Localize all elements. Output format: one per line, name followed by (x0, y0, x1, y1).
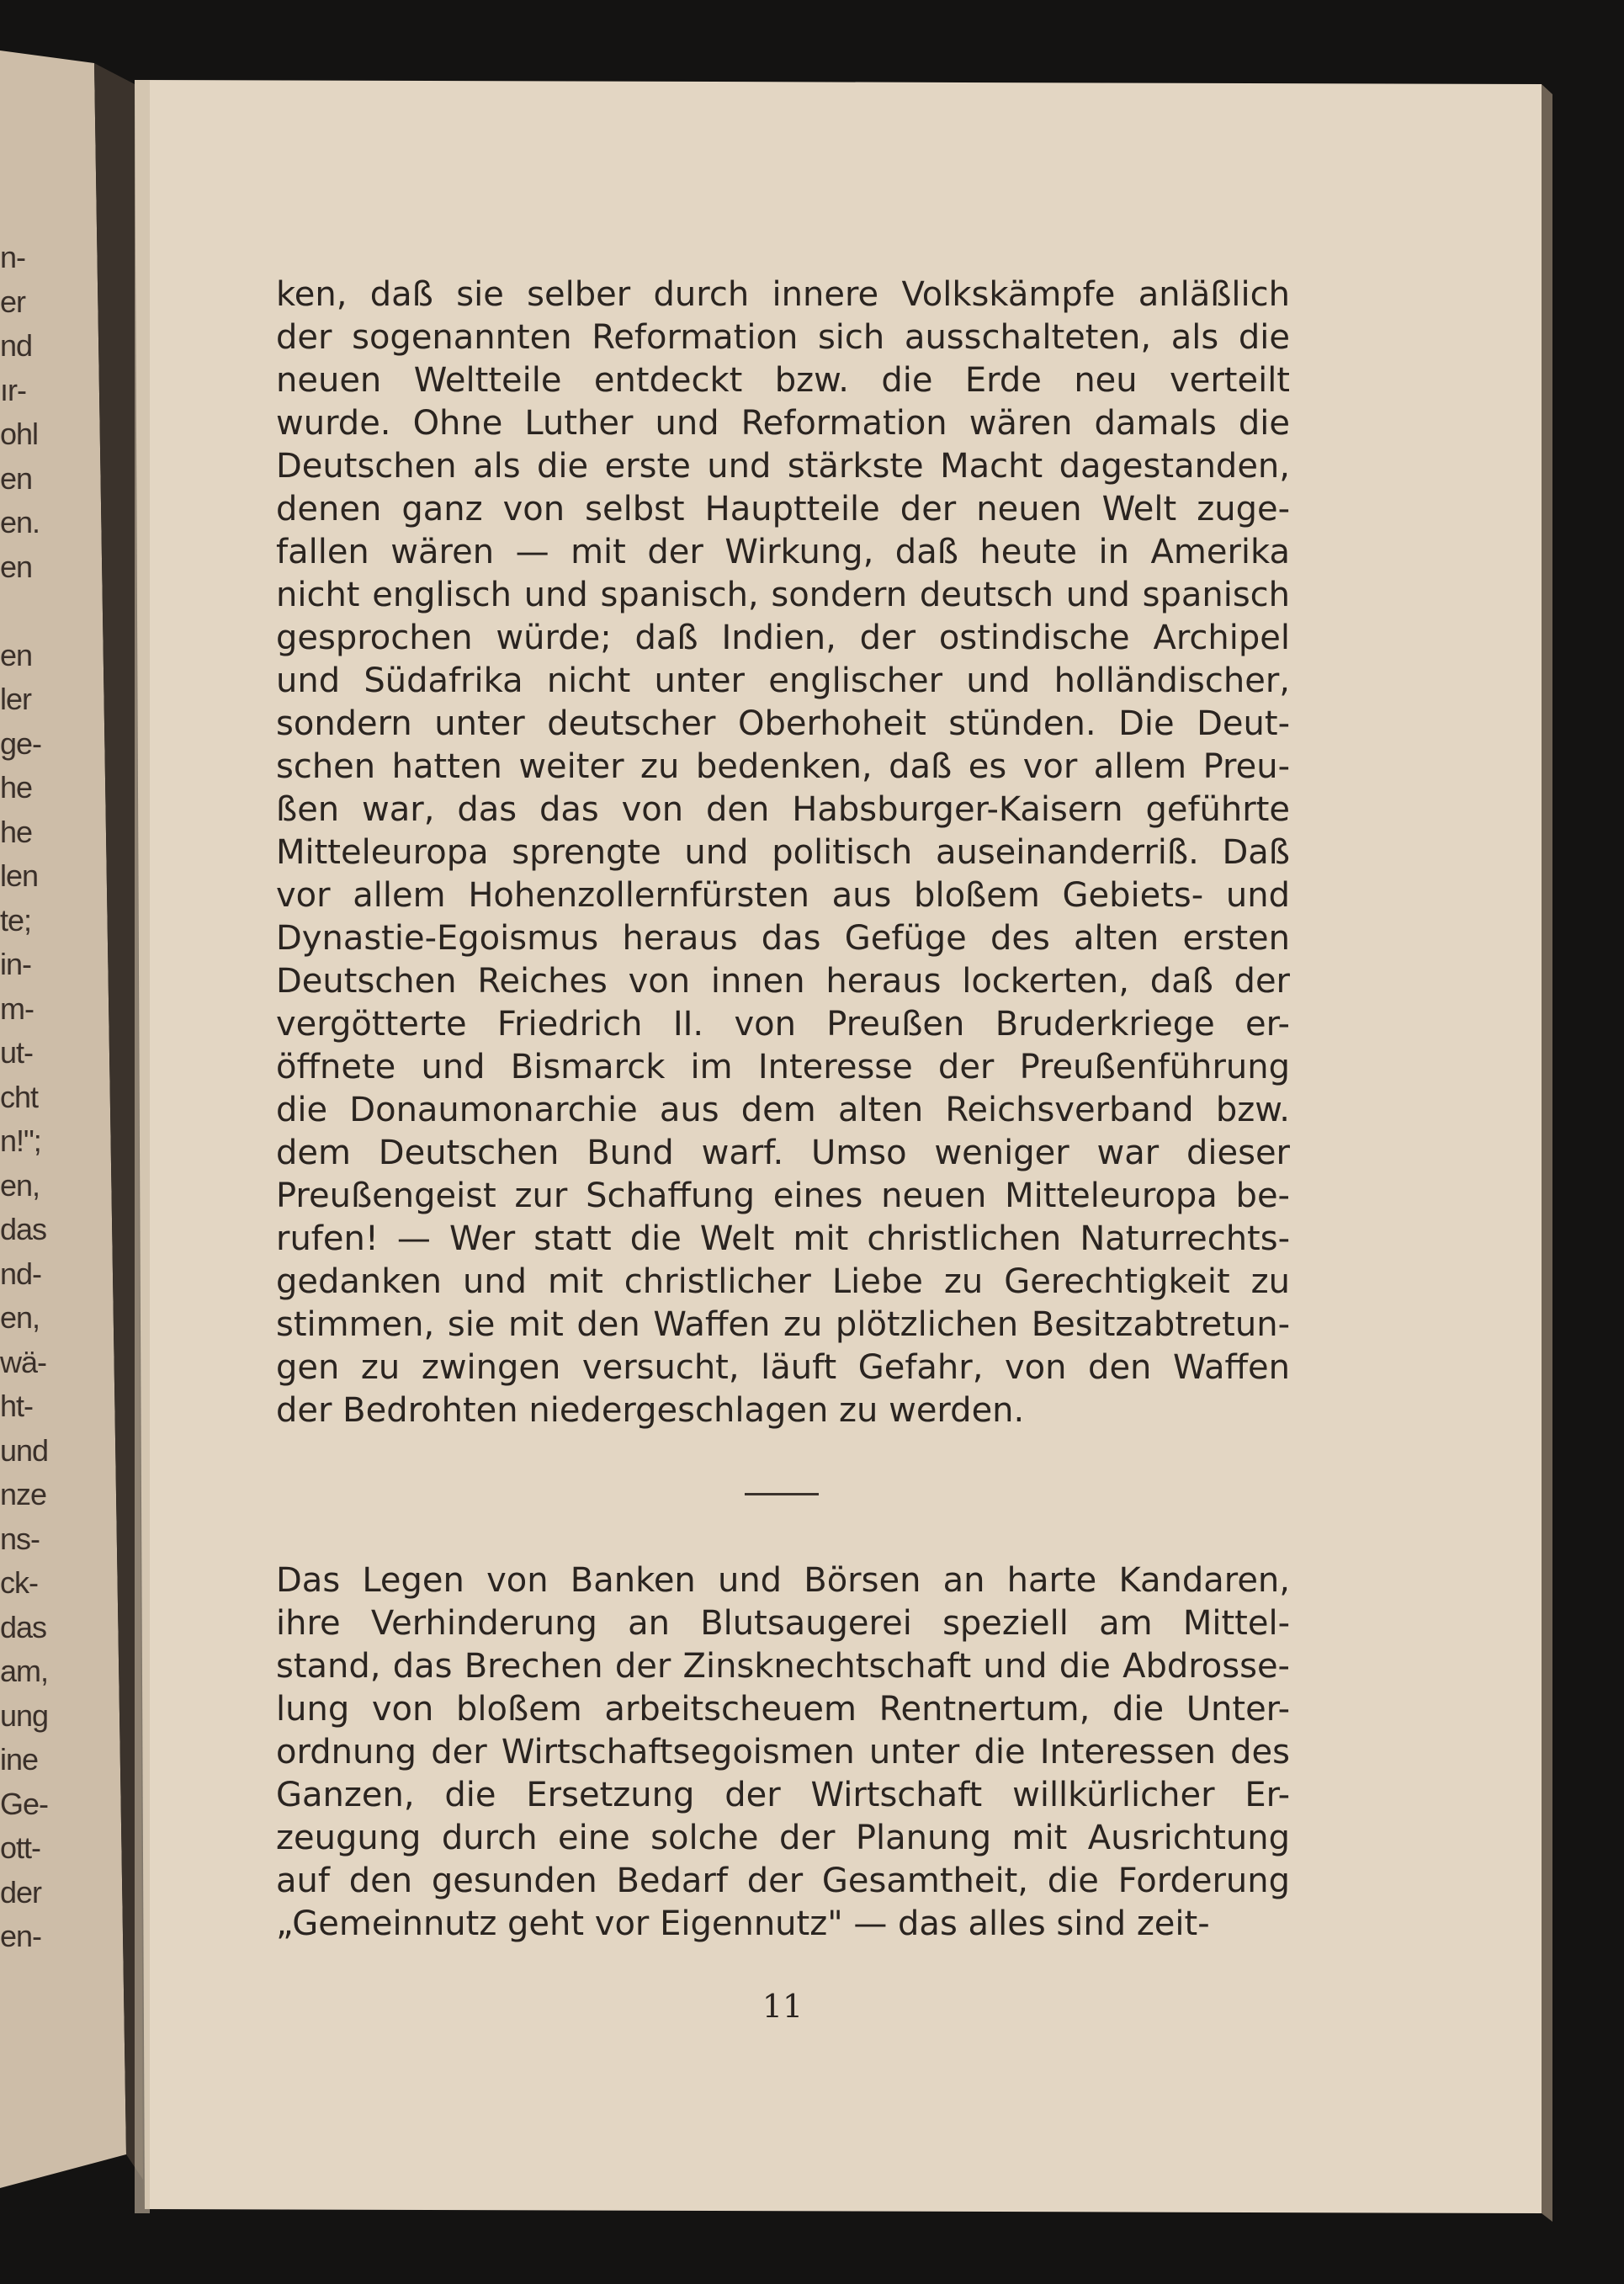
previous-page-fragment: en, (0, 1167, 40, 1203)
text-line: gedanken und mit christlicher Liebe zu Gerechtigkeit zu (276, 1262, 1290, 1301)
previous-page-fragment: ge- (0, 725, 42, 761)
text-line: der sogenannten Reformation sich ausschalteten, als die (276, 318, 1290, 357)
text-line: ßen war, das das von den Habsburger-Kaisern geführte (276, 790, 1290, 829)
previous-page-fragment: in- (0, 947, 32, 981)
previous-page-fragment: er (0, 284, 26, 319)
previous-page-fragment: am, (0, 1654, 49, 1688)
previous-page-fragment: nze (0, 1477, 47, 1511)
previous-page-fragment: en (0, 460, 33, 496)
previous-page-fragment: ine (0, 1742, 39, 1777)
text-line: Deutschen als die erste und stärkste Macht dagestanden, (276, 447, 1290, 486)
text-line: ordnung der Wirtschaftsegoismen unter die Interessen des (276, 1733, 1290, 1771)
text-line: Das Legen von Banken und Börsen an harte Kandaren, (276, 1561, 1290, 1600)
previous-page-fragment: te; (0, 902, 32, 938)
previous-page-fragment: en (0, 637, 33, 672)
text-line: neuen Weltteile entdeckt bzw. die Erde neu verteilt (276, 361, 1290, 400)
text-line: Dynastie-Egoismus heraus das Gefüge des alten ersten (276, 919, 1290, 958)
text-line: öffnete und Bismarck im Interesse der Preußenführung (276, 1048, 1290, 1086)
text-line: wurde. Ohne Luther und Reformation wären damals die (276, 404, 1290, 443)
previous-page-fragment: n- (0, 240, 26, 274)
paragraph-2 (276, 1559, 1290, 1946)
text-line: der Bedrohten niedergeschlagen zu werden. (276, 1391, 1025, 1430)
previous-page-fragment: wä- (0, 1344, 47, 1379)
previous-page-fragment: en, (0, 1300, 40, 1335)
previous-page-fragment: Ge- (0, 1786, 49, 1821)
previous-page-fragment: cht (0, 1079, 39, 1114)
text-line: Preußengeist zur Schaffung eines neuen Mitteleuropa be- (276, 1177, 1290, 1215)
text-line: stand, das Brechen der Zinsknechtschaft und die Abdrosse- (276, 1647, 1290, 1686)
text-line: Deutschen Reiches von innen heraus lockerten, daß der (276, 962, 1290, 1001)
text-line: stimmen, sie mit den Waffen zu plötzlichen Besitzabtretun- (276, 1305, 1290, 1344)
text-line: ihre Verhinderung an Blutsaugerei speziell am Mittel- (276, 1604, 1290, 1643)
text-line: ken, daß sie selber durch innere Volkskämpfe anläßlich (276, 275, 1290, 314)
text-line: nicht englisch und spanisch, sondern deutsch und spanisch (276, 576, 1290, 614)
text-line: lung von bloßem arbeitscheuem Rentnertum, die Unter- (276, 1690, 1290, 1729)
text-line: gen zu zwingen versucht, läuft Gefahr, von den Waffen (276, 1348, 1290, 1387)
previous-page-fragment: len (0, 858, 39, 893)
text-line: denen ganz von selbst Hauptteile der neuen Welt zuge- (276, 490, 1290, 529)
text-line: zeugung durch eine solche der Planung mit Ausrichtung (276, 1819, 1290, 1857)
previous-page-fragment: he (0, 814, 33, 849)
previous-page-fragment: n!"; (0, 1123, 41, 1158)
previous-page-fragment: ohl (0, 417, 39, 451)
previous-page-fragment: ut- (0, 1035, 34, 1070)
text-line: vor allem Hohenzollernfürsten aus bloßem Gebiets- und (276, 876, 1290, 915)
text-line: und Südafrika nicht unter englischer und holländischer, (276, 661, 1290, 700)
section-separator (745, 1493, 819, 1495)
text-line: gesprochen würde; daß Indien, der ostindische Archipel (276, 619, 1290, 657)
previous-page-fragment: das (0, 1609, 47, 1644)
previous-page-fragment: ott- (0, 1830, 41, 1865)
previous-page-fragment: der (0, 1874, 42, 1910)
previous-page-fragment: he (0, 770, 33, 805)
previous-page-fragment (0, 589, 63, 634)
previous-page-fragment: und (0, 1432, 49, 1468)
previous-page-fragment: ht- (0, 1389, 34, 1423)
previous-page-fragment: ns- (0, 1521, 40, 1556)
previous-page-fragment: en- (0, 1919, 42, 1953)
previous-page-fragment: ler (0, 682, 32, 716)
previous-page-fragment: nd (0, 328, 33, 363)
previous-page-fragment: ck- (0, 1565, 38, 1600)
text-line: schen hatten weiter zu bedenken, daß es vor allem Preu- (276, 747, 1290, 786)
text-line: fallen wären — mit der Wirkung, daß heute in Amerika (276, 533, 1290, 571)
text-line: vergötterte Friedrich II. von Preußen Bruderkriege er- (276, 1005, 1290, 1044)
previous-page-fragment: das (0, 1212, 47, 1246)
text-line: Mitteleuropa sprengte und politisch auseinanderriß. Daß (276, 833, 1290, 872)
previous-page-fragment: en. (0, 505, 40, 539)
previous-page-text-fragments (0, 236, 63, 1959)
text-line: auf den gesunden Bedarf der Gesamtheit, die Forderung (276, 1862, 1290, 1900)
previous-page-fragment: en (0, 549, 33, 584)
previous-page-fragment: ung (0, 1697, 49, 1733)
text-line: Ganzen, die Ersetzung der Wirtschaft willkürlicher Er- (276, 1776, 1290, 1814)
page-number: 11 (762, 1988, 804, 2025)
text-line: „Gemeinnutz geht vor Eigennutz" — das alles sind zeit- (276, 1904, 1210, 1943)
paragraph-1 (276, 274, 1290, 1432)
text-line: rufen! — Wer statt die Welt mit christlichen Naturrechts- (276, 1219, 1290, 1258)
previous-page-fragment: ır- (0, 372, 26, 407)
previous-page-fragment: m- (0, 991, 34, 1026)
text-line: die Donaumonarchie aus dem alten Reichsverband bzw. (276, 1091, 1290, 1129)
text-line: sondern unter deutscher Oberhoheit stünden. Die Deut- (276, 704, 1290, 743)
text-line: dem Deutschen Bund warf. Umso weniger war dieser (276, 1134, 1290, 1172)
previous-page-fragment: nd- (0, 1256, 42, 1291)
